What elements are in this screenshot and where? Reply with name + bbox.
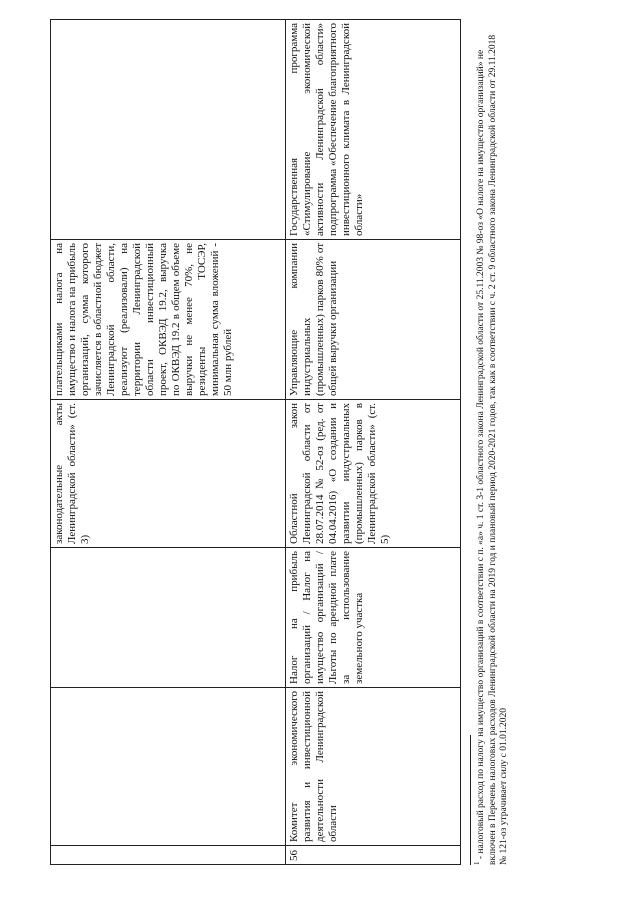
beneficiaries-cell: плательщиками налога на имущество и налога на прибыль организаций, сумма которого зачисляется в областной бюджет Ленинградской области, реализуют (реализовали) на территории Ленинградской области инвестиционный проект, ОКВЭД 19.2, выручка по ОКВЭД 19.2 в общем объеме выручки не менее 70%, не резиденты ТОСЭР, минимальная сумма вложений - 50 млн рублей <box>51 240 286 400</box>
curator-cell: Комитет экономического развития и инвестиционной деятельности Ленинградской области <box>286 688 461 846</box>
footnote-text: - налоговый расход по налогу на имущество организаций в соответствии с п. «а» ч. 1 ст. 3-1 областного закона Ленинградской области от 25.11.2003 № 98-оз «О налоге на имущество организаций» не включен в Перечень налоговых расходов Ленинградской области на 2019 год и плановый период 2020-2021 годов, так как в соответствии с ч. 2 ст. 9 областного закона Ленинградской области от 29.11.2018 № 121-оз утрачивает силу с 01.01.2020 <box>476 34 509 865</box>
table-row <box>51 20 286 865</box>
table-row <box>286 20 461 865</box>
row-number-cell: 56 <box>286 846 461 865</box>
footnote <box>472 25 511 865</box>
tax-cell: Налог на прибыль организаций / Налог на имущество организаций / Льготы по арендной плате за использование земельного участка <box>286 548 461 688</box>
tax-expenditure-table <box>50 19 461 865</box>
footnote-marker: 1 <box>472 861 481 865</box>
legal-act-cell: Областной закон Ленинградской области от 28.07.2014 № 52-оз (ред. от 04.04.2016) «О создании и развитии индустриальных (промышленных) парков в Ленинградской области» (ст. 5) <box>286 400 461 548</box>
legal-act-cell: законодательные акты Ленинградской области» (ст. 3) <box>51 400 286 548</box>
program-cell: Государственная программа «Стимулирование экономической активности Ленинградской области» подпрограмма «Обеспечение благоприятного инвестиционного климата в Ленинградской области» <box>286 20 461 240</box>
row-number-cell <box>51 846 286 865</box>
program-cell <box>51 20 286 240</box>
tax-cell <box>51 548 286 688</box>
footnote-divider <box>470 735 471 865</box>
beneficiaries-cell: Управляющие компании индустриальных (промышленных) парков 80% от общей выручки организации <box>286 240 461 400</box>
curator-cell <box>51 688 286 846</box>
